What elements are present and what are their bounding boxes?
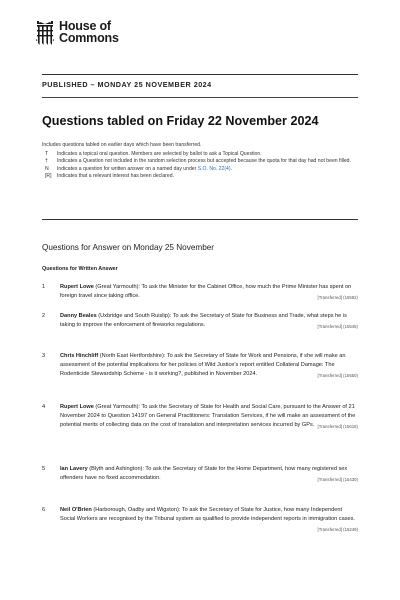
question-number: 5 (42, 466, 46, 472)
member-name: Danny Beales (60, 313, 97, 319)
legend-text: Indicates a topical oral question. Members are selected by ballot to ask a Topical Question. (57, 150, 262, 157)
question-item (42, 506, 358, 534)
question-item (42, 352, 358, 380)
symbol-legend (42, 142, 358, 181)
legend-divider (42, 219, 358, 220)
question-number: 2 (42, 313, 46, 319)
portcullis-icon (36, 21, 54, 45)
standing-order-link[interactable]: S.O. No. 22(4) (197, 165, 231, 172)
question-body (60, 506, 358, 532)
member-constituency: (Uxbridge and South Ruislip): (96, 313, 173, 319)
member-constituency: (Great Yarmouth): (93, 404, 142, 410)
legend-text: Indicates a Question not included in the random selection process but accepted because the quota for that day had not been filled. (57, 158, 351, 165)
logo-wordmark (59, 20, 119, 44)
legend-symbol: [R] (45, 173, 52, 180)
logo-line-2: Commons (59, 31, 119, 45)
question-text: To ask the Secretary of State for Health and Social Care, pursuant to the Answer of 21 November 2024 to Question 14197 on General Practitioners: Translation Services, if he will make an assessment of the potential merits of collecting data on the cost of translation and interpretation services incurred by GPs. (60, 404, 356, 428)
legend-item-named-day (42, 166, 358, 174)
question-text: To ask the Secretary of State for Justice, how many Independent Social Workers are recognised by the Tribunal system as qualified to provide independent reports in immigration cases. (60, 507, 355, 522)
member-constituency: (Blyth and Ashington): (87, 466, 146, 472)
question-text: To ask the Secretary of State for the Home Department, how many registered sex offenders have no fixed accommodation. (60, 466, 348, 481)
question-number: 3 (42, 353, 46, 359)
member-constituency: (North East Hertfordshire): (98, 353, 167, 359)
question-body (60, 283, 358, 301)
member-constituency: (Great Yarmouth): (93, 284, 142, 290)
published-divider (42, 97, 358, 98)
legend-symbol: T (45, 150, 49, 157)
legend-symbol: † (45, 158, 48, 165)
question-reference: [Transferred] (15430) (317, 477, 358, 482)
member-name: Chris Hinchliff (60, 353, 99, 359)
legend-text (57, 166, 358, 174)
house-of-commons-logo (36, 20, 119, 45)
member-constituency: (Harborough, Oadby and Wigston): (91, 507, 182, 513)
question-text: To ask the Secretary of State for Business and Trade, what steps he is taking to improve the enforcement of fireworks regulations. (60, 313, 347, 328)
legend-text-suffix: . (230, 165, 232, 172)
question-body (60, 465, 358, 483)
question-number: 1 (42, 284, 46, 290)
question-item (42, 465, 358, 484)
member-name: Rupert Lowe (60, 404, 94, 410)
section-heading: Questions for Answer on Monday 25 November (42, 243, 215, 252)
question-text: To ask the Minister for the Cabinet Office, how much the Prime Minister has spent on foreign travel since taking office. (60, 284, 352, 299)
published-date: PUBLISHED – MONDAY 25 NOVEMBER 2024 (42, 80, 212, 89)
legend-item-dagger (42, 158, 358, 166)
question-body (60, 352, 358, 379)
logo-line-1: House of (59, 19, 111, 33)
question-body (60, 403, 358, 430)
question-item (42, 283, 358, 302)
legend-item-topical (42, 151, 358, 159)
question-reference: [Transferred] (15545) (317, 324, 358, 329)
question-reference: [Transferred] (15592) (317, 295, 358, 300)
member-name: Neil O'Brien (60, 507, 92, 513)
question-reference: [Transferred] (15550) (317, 373, 358, 378)
legend-text-body: Indicates a question for written answer on a named day under (57, 165, 198, 172)
legend-item-interest (42, 173, 358, 181)
question-reference: [Transferred] (15618) (317, 424, 358, 429)
question-item (42, 403, 358, 431)
question-number: 4 (42, 404, 46, 410)
page-title: Questions tabled on Friday 22 November 2024 (42, 114, 319, 128)
legend-symbol: N (45, 165, 49, 172)
question-reference: [Transferred] (15249) (317, 527, 358, 532)
section-subheading: Questions for Written Answer (42, 266, 118, 272)
question-text: To ask the Secretary of State for Work and Pensions, if she will make an assessment of the potential implications for her policies of Wild Justice's report entitled Collateral Damage: The Rodenticide Stewardship Scheme - is it working?, published in November 2024. (60, 353, 346, 377)
member-name: Ian Lavery (60, 466, 88, 472)
legend-intro: Includes questions tabled on earlier days which have been transferred. (42, 142, 202, 148)
member-name: Rupert Lowe (60, 284, 94, 290)
top-divider (42, 74, 358, 75)
question-body (60, 312, 358, 330)
legend-text: Indicates that a relevant interest has been declared. (57, 173, 174, 180)
question-number: 6 (42, 507, 46, 513)
question-item (42, 312, 358, 331)
